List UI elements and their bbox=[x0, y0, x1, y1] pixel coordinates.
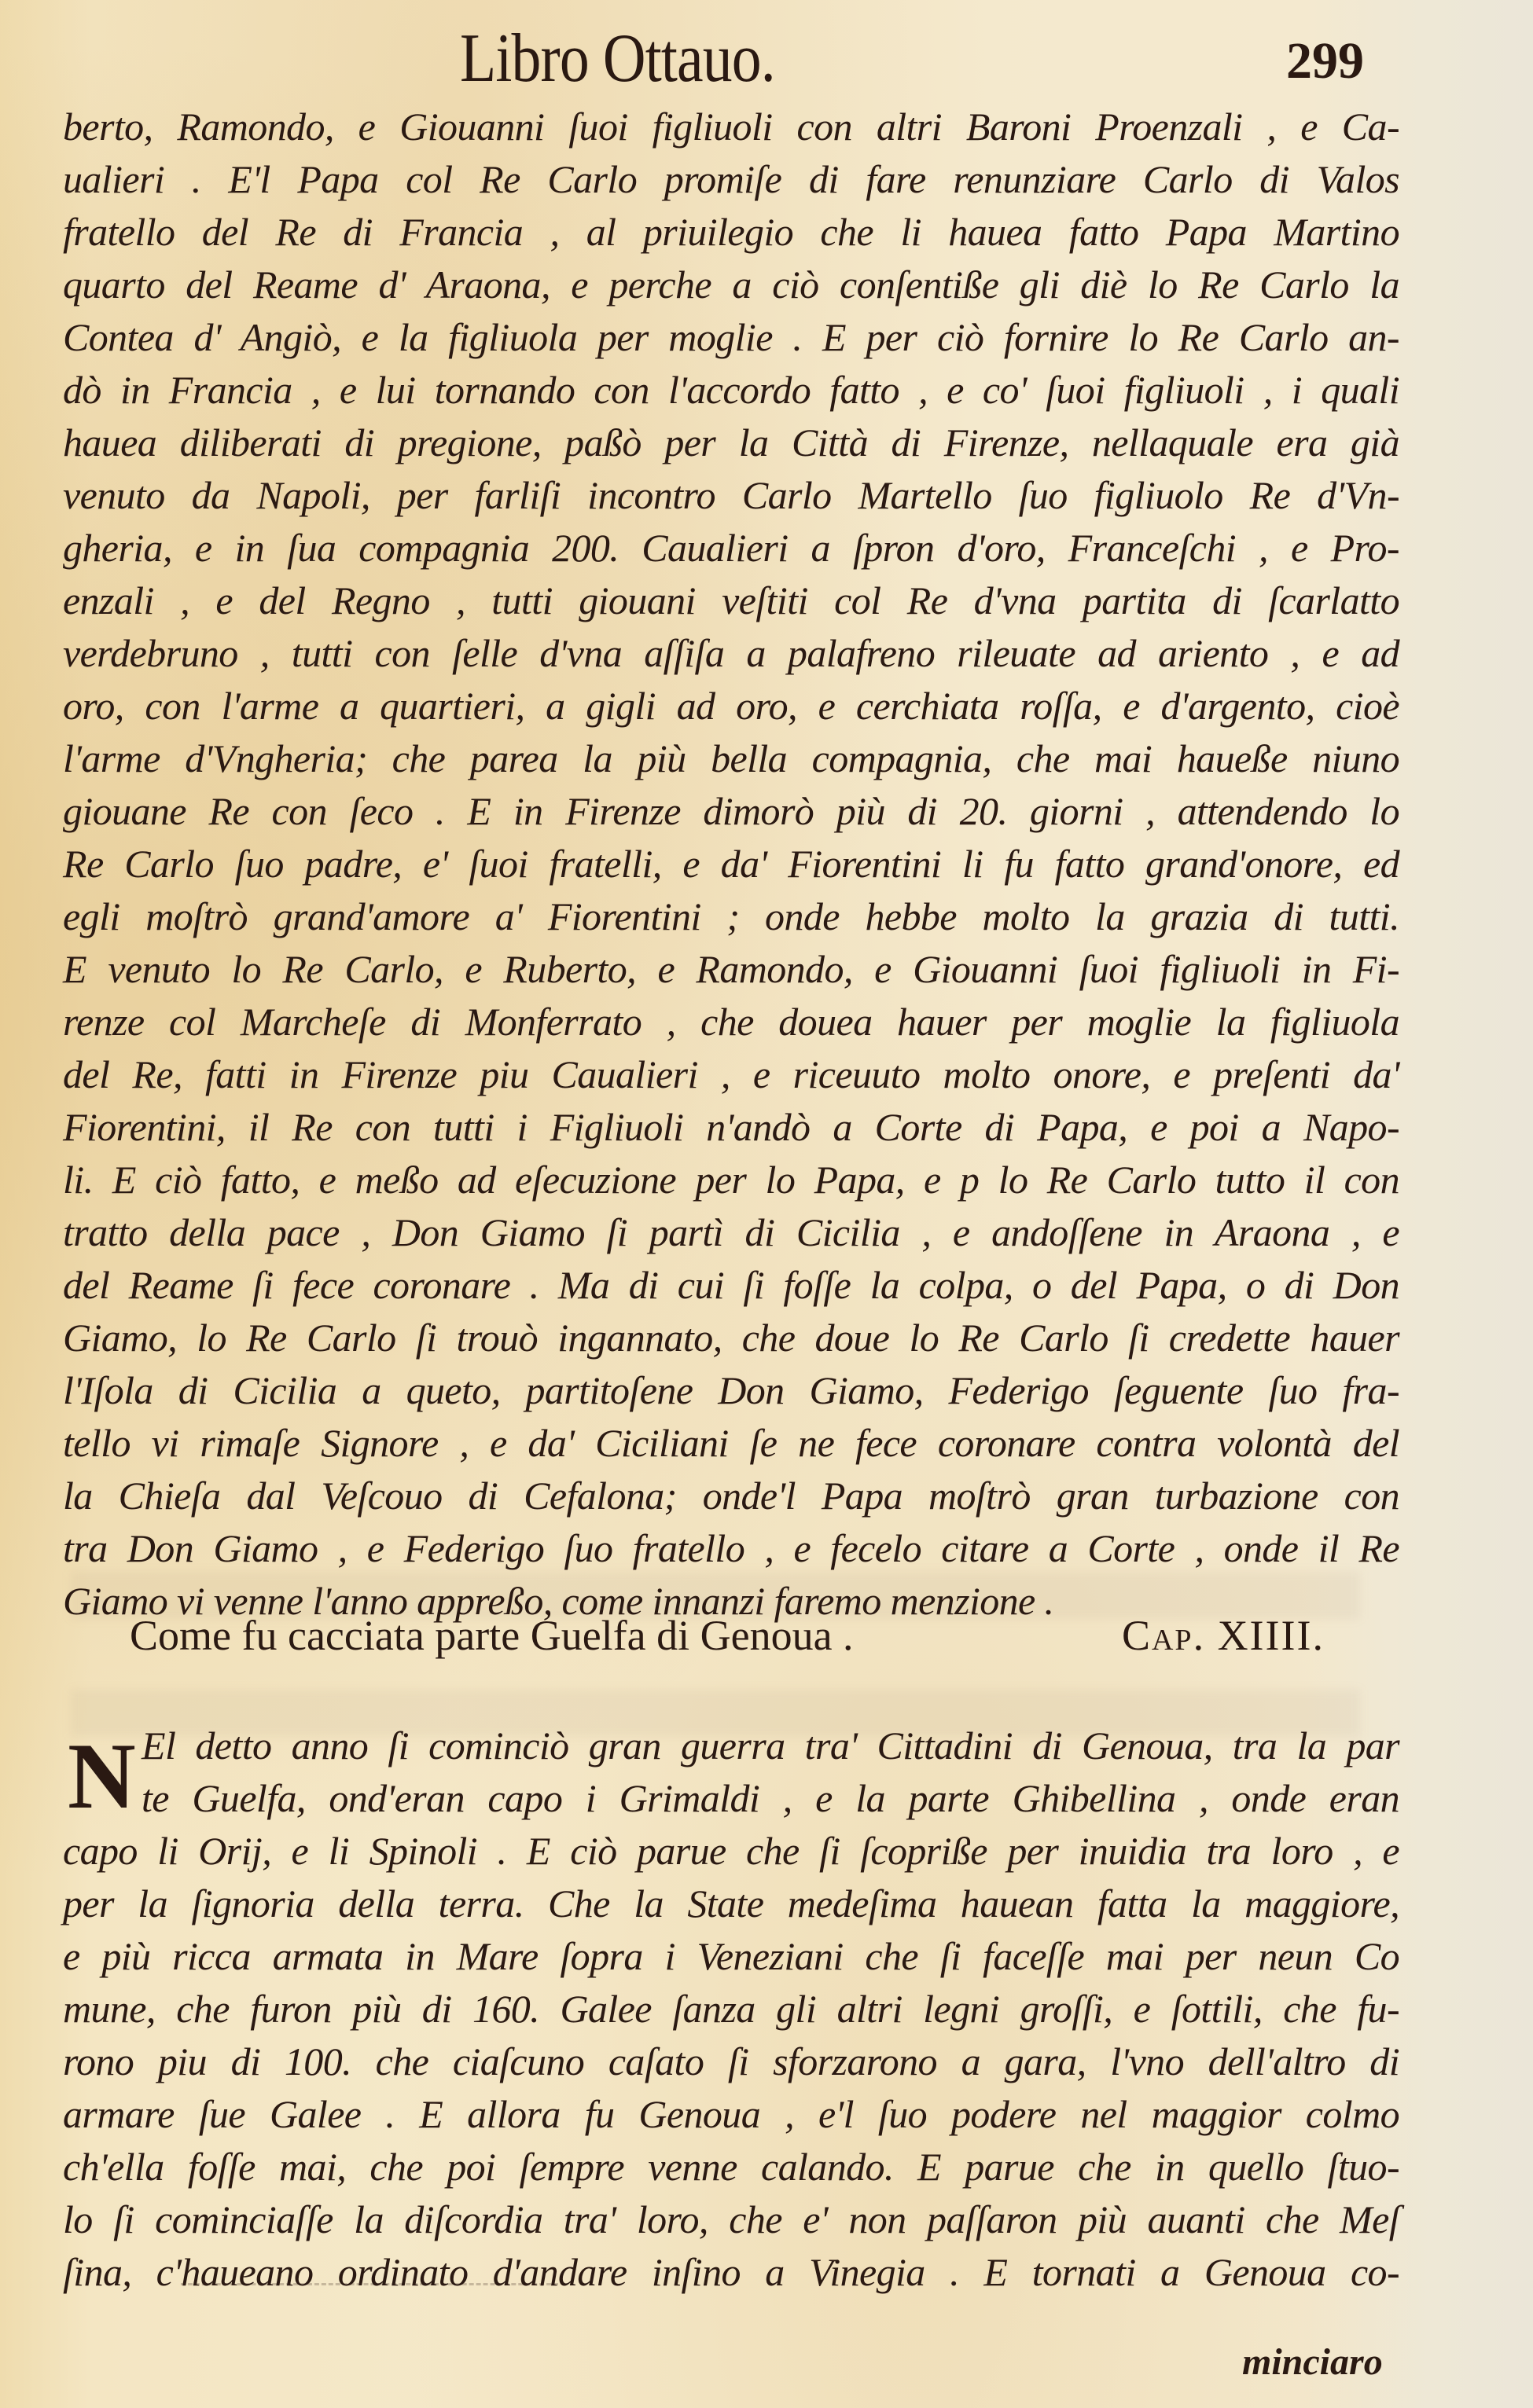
text-line: E venuto lo Re Carlo, e Ruberto, e Ramondo, e Giouanni ſuoi figliuoli in Fi- bbox=[63, 947, 1399, 991]
text-line: Giamo vi venne l'anno appreßo, come innanzi faremo menzione . bbox=[63, 1579, 1054, 1623]
chapter-paragraph bbox=[63, 1720, 1399, 2299]
text-line: l'Iſola di Cicilia a queto, partitoſene Don Giamo, Federigo ſeguente ſuo fra- bbox=[63, 1368, 1399, 1412]
text-line: El detto anno ſi cominciò gran guerra tra' Cittadini di Genoua, tra la par bbox=[142, 1723, 1399, 1767]
faint-offset-mark bbox=[181, 2283, 558, 2287]
drop-cap-initial: N bbox=[68, 1723, 136, 1828]
text-line: Fiorentini, il Re con tutti i Figliuoli n'andò a Corte di Papa, e poi a Napo- bbox=[63, 1105, 1399, 1149]
text-line: per la ſignoria della terra. Che la State medeſima hauean fatta la maggiore, bbox=[63, 1881, 1399, 1925]
text-line: mune, che furon più di 160. Galee ſanza gli altri legni groſſi, e ſottili, che fu- bbox=[63, 1987, 1399, 2031]
text-line: armare ſue Galee . E allora fu Genoua , e'l ſuo podere nel maggior colmo bbox=[63, 2092, 1399, 2136]
page-number: 299 bbox=[1286, 32, 1364, 90]
chapter-heading bbox=[130, 1611, 1356, 1660]
text-line: tra Don Giamo , e Federigo ſuo fratello , e fecelo citare a Corte , onde il Re bbox=[63, 1526, 1399, 1570]
text-line: tello vi rimaſe Signore , e da' Ciciliani ſe ne fece coronare contra volontà del bbox=[63, 1421, 1399, 1465]
text-line: capo li Orij, e li Spinoli . E ciò parue che ſi ſcopriße per inuidia tra loro , e bbox=[63, 1829, 1399, 1873]
text-line: egli moſtrò grand'amore a' Fiorentini ; onde hebbe molto la grazia di tutti. bbox=[63, 894, 1399, 938]
body-text bbox=[63, 101, 1399, 1628]
text-line: dò in Francia , e lui tornando con l'accordo fatto , e co' ſuoi figliuoli , i quali bbox=[63, 368, 1399, 412]
text-line: verdebruno , tutti con ſelle d'vna aſſiſa a palafreno rileuate ad ariento , e ad bbox=[63, 631, 1399, 675]
text-line: ualieri . E'l Papa col Re Carlo promiſe di fare renunziare Carlo di Valos bbox=[63, 157, 1399, 201]
text-line: renze col Marcheſe di Monferrato , che douea hauer per moglie la figliuola bbox=[63, 1000, 1399, 1044]
text-line: tratto della pace , Don Giamo ſi partì di Cicilia , e andoſſene in Araona , e bbox=[63, 1210, 1399, 1254]
running-title: Libro Ottauo. bbox=[460, 20, 775, 97]
text-line: lo ſi cominciaſſe la diſcordia tra' loro, che e' non paſſaron più auanti che Meſ bbox=[63, 2197, 1399, 2241]
text-line: gheria, e in ſua compagnia 200. Caualieri a ſpron d'oro, Franceſchi , e Pro- bbox=[63, 526, 1399, 570]
text-line: del Re, fatti in Firenze piu Caualieri , e riceuuto molto onore, e preſenti da' bbox=[63, 1052, 1399, 1096]
text-line: Re Carlo ſuo padre, e' ſuoi fratelli, e da' Fiorentini li fu fatto grand'onore, ed bbox=[63, 842, 1399, 886]
text-line: enzali , e del Regno , tutti giouani veſtiti col Re d'vna partita di ſcarlatto bbox=[63, 578, 1399, 622]
text-line: del Reame ſi fece coronare . Ma di cui ſi foſſe la colpa, o del Papa, o di Don bbox=[63, 1263, 1399, 1307]
text-line: li. E ciò fatto, e meßo ad eſecuzione per lo Papa, e p lo Re Carlo tutto il con bbox=[63, 1158, 1399, 1202]
text-line: quarto del Reame d' Araona, e perche a ciò conſentiße gli diè lo Re Carlo la bbox=[63, 262, 1399, 307]
text-line: hauea diliberati di pregione, paßò per la Città di Firenze, nellaquale era già bbox=[63, 420, 1399, 464]
text-line: berto, Ramondo, e Giouanni ſuoi figliuoli con altri Baroni Proenzali , e Ca- bbox=[63, 105, 1399, 149]
chapter-title: Come fu cacciata parte Guelfa di Genoua . bbox=[130, 1612, 854, 1659]
text-line: te Guelfa, ond'eran capo i Grimaldi , e la parte Ghibellina , onde eran bbox=[142, 1776, 1399, 1820]
text-line: Contea d' Angiò, e la figliuola per moglie . E per ciò fornire lo Re Carlo an- bbox=[63, 315, 1399, 359]
text-line: ſina, c'haueano ordinato d'andare inſino a Vinegia . E tornati a Genoua co- bbox=[63, 2250, 1399, 2294]
text-line: e più ricca armata in Mare ſopra i Veneziani che ſi faceſſe mai per neun Co bbox=[63, 1934, 1399, 1978]
catchword: minciaro bbox=[1242, 2341, 1383, 2383]
text-line: l'arme d'Vngheria; che parea la più bella compagnia, che mai haueße niuno bbox=[63, 736, 1399, 780]
text-line: Giamo, lo Re Carlo ſi trouò ingannato, che doue lo Re Carlo ſi credette hauer bbox=[63, 1316, 1399, 1360]
chapter-number: Cap. XIIII. bbox=[1121, 1612, 1325, 1659]
text-line: venuto da Napoli, per farliſi incontro Carlo Martello ſuo figliuolo Re d'Vn- bbox=[63, 473, 1399, 517]
text-line: oro, con l'arme a quartieri, a gigli ad oro, e cerchiata roſſa, e d'argento, cioè bbox=[63, 684, 1399, 728]
text-line: giouane Re con ſeco . E in Firenze dimorò più di 20. giorni , attendendo lo bbox=[63, 789, 1399, 833]
text-line: ch'ella foſſe mai, che poi ſempre venne calando. E parue che in quello ſtuo- bbox=[63, 2145, 1399, 2189]
text-line: fratello del Re di Francia , al priuilegio che li hauea fatto Papa Martino bbox=[63, 210, 1399, 254]
text-line: la Chieſa dal Veſcouo di Cefalona; onde'l Papa moſtrò gran turbazione con bbox=[63, 1474, 1399, 1518]
text-line: rono piu di 100. che ciaſcuno caſato ſi sforzarono a gara, l'vno dell'altro di bbox=[63, 2039, 1399, 2083]
